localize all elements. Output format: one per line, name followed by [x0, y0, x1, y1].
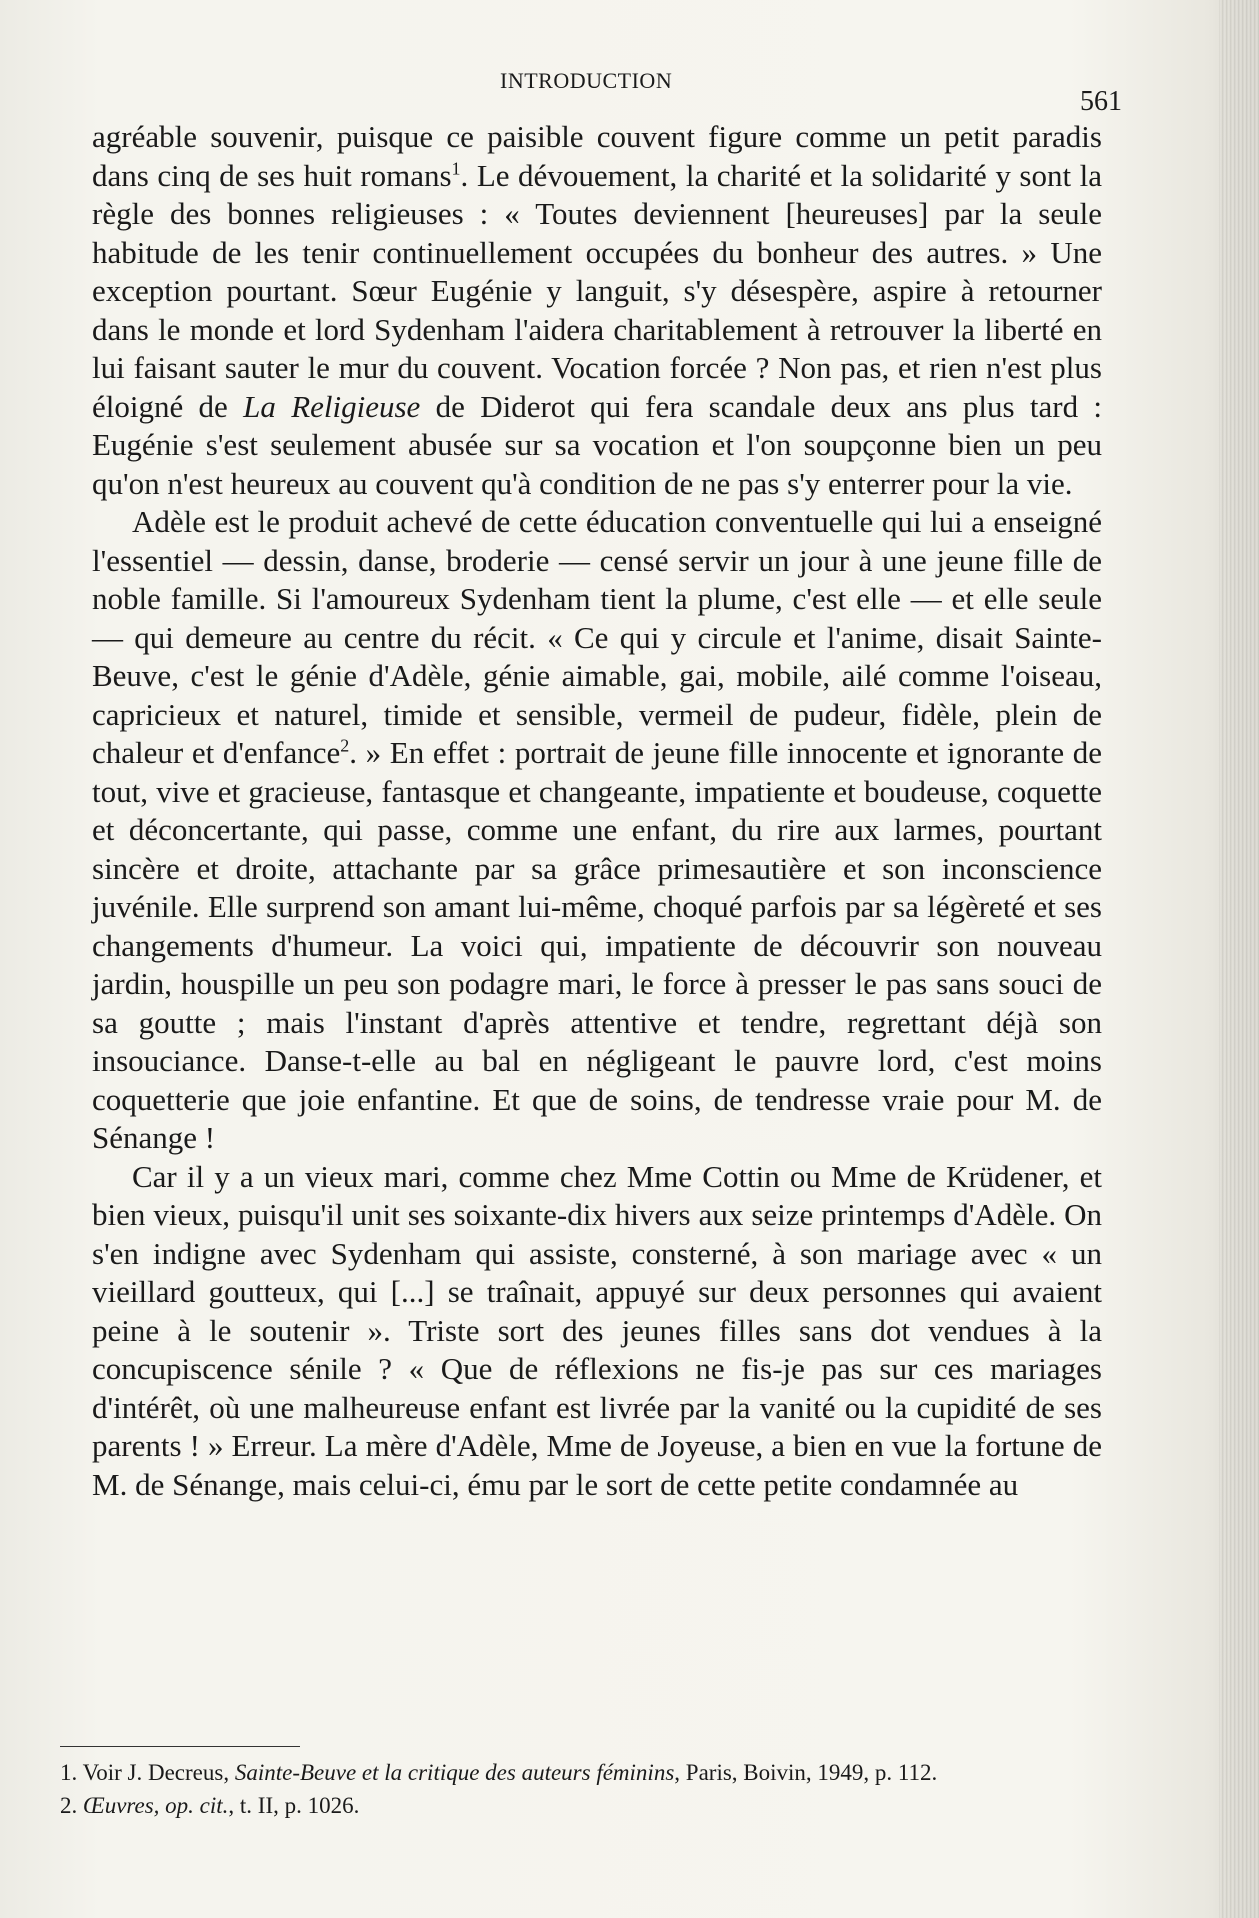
footnote-text: 1. Voir J. Decreus,: [60, 1760, 235, 1785]
book-title: La Religieuse: [243, 388, 421, 424]
footnote-ref-1: 1: [451, 158, 461, 179]
paragraph-text: . Le dévouement, la charité et la solidarité y sont la règle des bonnes religieuses : « Toutes deviennent [heureuses] par la seule habitude de les tenir continuellement occupées du bonheur des autres. » Une exception pourtant. Sœur Eugénie y languit, s'y désespère, aspire à retourner dans le monde et lord Sydenham l'aidera charitablement à retrouver la liberté en lui faisant sauter le mur du couvent. Vocation forcée ? Non pas, et rien n'est plus éloigné de: [92, 157, 1102, 424]
footnote-1: [60, 1756, 1120, 1789]
paragraph-text: Adèle est le produit achevé de cette éducation conventuelle qui lui a enseigné l'essentiel — dessin, danse, broderie — censé servir un jour à une jeune fille de noble famille. Si l'amoureux Sydenham tient la plume, c'est elle — et elle seule — qui demeure au centre du récit. « Ce qui y circule et l'anime, disait Sainte-Beuve, c'est le génie d'Adèle, génie aimable, gai, mobile, ailé comme l'oiseau, capricieux et naturel, timide et sensible, vermeil de pudeur, fidèle, plein de chaleur et d'enfance: [92, 504, 1102, 770]
page-number: 561: [1080, 86, 1122, 117]
paragraph-text: agréable souvenir, puisque ce paisible couvent figure comme un petit paradis dans cinq de ses huit romans: [92, 119, 1102, 193]
paragraph-3: [92, 1158, 1102, 1505]
footnote-text: , Paris, Boivin, 1949, p. 112.: [674, 1760, 938, 1785]
paragraph-text: . » En effet : portrait de jeune fille innocente et ignorante de tout, vive et gracieuse, fantasque et changeante, impatiente et boudeuse, coquette et déconcertante, qui passe, comme une enfant, du rire aux larmes, pourtant sincère et droite, attachante par sa grâce primesautière et son inconscience juvénile. Elle surprend son amant lui-même, choqué parfois par sa légèreté et ses changements d'humeur. La voici qui, impatiente de découvrir son nouveau jardin, houspille un peu son podagre mari, le force à presser le pas sans souci de sa goutte ; mais l'instant d'après attentive et tendre, regrettant déjà son insouciance. Danse-t-elle au bal en négligeant le pauvre lord, c'est moins coquetterie que joie enfantine. Et que de soins, de tendresse vraie pour M. de Sénange !: [92, 735, 1102, 1155]
paragraph-text: Car il y a un vieux mari, comme chez Mme Cottin ou Mme de Krüdener, et bien vieux, puisqu'il unit ses soixante-dix hivers aux seize printemps d'Adèle. On s'en indigne avec Sydenham qui assiste, consterné, à son mariage avec « un vieillard goutteux, qui [...] se traînait, appuyé sur deux personnes qui avaient peine à le soutenir ». Triste sort des jeunes filles sans dot vendues à la concupiscence sénile ? « Que de réflexions ne fis-je pas sur ces mariages d'intérêt, où une malheureuse enfant est livrée par la vanité ou la cupidité de ses parents ! » Erreur. La mère d'Adèle, Mme de Joyeuse, a bien en vue la fortune de M. de Sénange, mais celui-ci, ému par le sort de cette petite condamnée au: [92, 1158, 1102, 1502]
footnote-text: , t. II, p. 1026.: [228, 1793, 360, 1818]
footnote-rule: [60, 1746, 300, 1747]
body-text: [92, 118, 1102, 1504]
running-title: INTRODUCTION: [500, 68, 673, 93]
paragraph-text: de Diderot qui fera scandale deux ans plus tard : Eugénie s'est seulement abusée sur sa vocation et l'on soupçonne bien un peu qu'on n'est heureux au couvent qu'à condition de ne pas s'y enterrer pour la vie.: [92, 388, 1103, 501]
footnotes: [60, 1756, 1120, 1822]
paragraph-2: [92, 503, 1102, 1158]
footnote-text: 2.: [60, 1793, 83, 1818]
footnote-title: Sainte-Beuve et la critique des auteurs féminins: [234, 1760, 675, 1785]
footnote-title: Œuvres, op. cit.: [83, 1793, 229, 1818]
page-edge-shadow: [1219, 0, 1259, 1918]
paragraph-1: [92, 118, 1102, 503]
footnote-2: [60, 1789, 1120, 1822]
footnote-ref-2: 2: [340, 735, 350, 756]
